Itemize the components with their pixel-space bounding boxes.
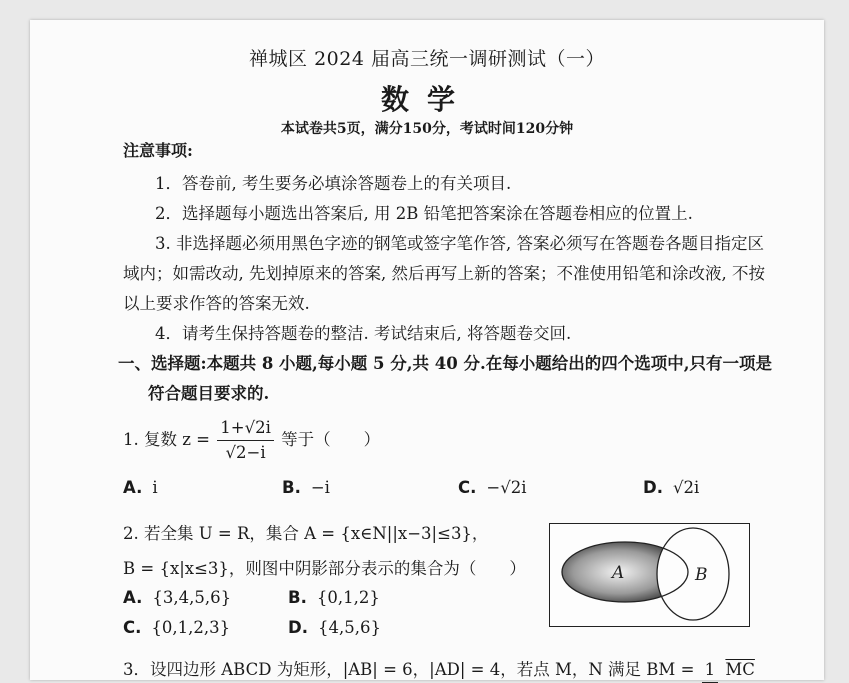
q2-option-b: [288, 588, 380, 607]
q1-numerator: 1+√2i: [217, 416, 274, 441]
option-letter: C.: [123, 618, 142, 637]
option-letter: B.: [282, 478, 301, 497]
option-text: {0,1,2,3}: [151, 618, 231, 637]
option-text: i: [152, 478, 158, 497]
notice-item-1: 1．答卷前, 考生要务必填涂答题卷上的有关项目.: [155, 174, 512, 193]
q3-text: 3．设四边形 ABCD 为矩形，|AB| = 6，|AD| = 4，若点 M，N 满足 BM =: [123, 660, 700, 679]
q3-fraction: [702, 658, 719, 683]
set-b-circle: [657, 528, 729, 620]
option-letter: A.: [123, 478, 143, 497]
notice-item-3-end: 以上要求作答的答案无效.: [123, 294, 310, 313]
q2-option-c: [123, 618, 230, 637]
notice-item-2: 2．选择题每小题选出答案后, 用 2B 铅笔把答案涂在答题卷相应的位置上.: [155, 204, 693, 223]
venn-diagram: [549, 523, 750, 627]
exam-title: 禅城区 2024 届高三统一调研测试（一）: [249, 48, 605, 70]
option-text: −i: [310, 478, 330, 497]
option-text: {0,1,2}: [316, 588, 380, 607]
notice-item-4: 4．请考生保持答题卷的整洁. 考试结束后, 将答题卷交回.: [155, 324, 572, 343]
q1-denominator: √2−i: [225, 443, 266, 462]
option-text: √2i: [672, 478, 700, 497]
venn-label-a: A: [612, 563, 625, 583]
section-heading: 一、选择题:本题共 8 小题,每小题 5 分,共 40 分.在每小题给出的四个选项中,只有一项是: [118, 354, 772, 373]
option-text: −√2i: [486, 478, 527, 497]
notice-heading: 注意事项:: [123, 141, 193, 160]
q1-option-c: [458, 478, 527, 497]
section-heading-cont: 符合题目要求的.: [148, 384, 270, 403]
exam-page: [30, 20, 824, 680]
option-text: {4,5,6}: [317, 618, 381, 637]
q1-option-d: [643, 478, 699, 497]
option-letter: B.: [288, 588, 307, 607]
question-2-line2: B = {x|x≤3}，则图中阴影部分表示的集合为（ ）: [123, 559, 526, 578]
q1-fraction: [217, 416, 274, 465]
notice-item-3-cont: 域内；如需改动, 先划掉原来的答案, 然后再写上新的答案；不准使用铅笔和涂改液, 不按: [123, 264, 765, 283]
q3-vector: $\overline{MC}$: [725, 660, 755, 679]
q2-option-a: [123, 588, 231, 607]
question-1: [123, 416, 380, 465]
option-text: {3,4,5,6}: [152, 588, 232, 607]
option-letter: A.: [123, 588, 143, 607]
option-letter: D.: [288, 618, 308, 637]
venn-label-b: B: [695, 565, 708, 585]
q3-frac-num: 1: [702, 658, 719, 683]
question-2-line1: 2. 若全集 U = R，集合 A = {x∈N||x−3|≤3}，: [123, 524, 489, 543]
option-letter: D.: [643, 478, 663, 497]
q2-option-d: [288, 618, 381, 637]
exam-subtitle: 本试卷共5页，满分150分，考试时间120分钟: [280, 121, 574, 137]
q1-option-b: [282, 478, 330, 497]
option-letter: C.: [458, 478, 477, 497]
q1-option-a: [123, 478, 158, 497]
venn-svg: [550, 524, 749, 626]
q1-prefix: 1. 复数 z =: [123, 430, 210, 449]
notice-item-3: 3. 非选择题必须用黑色字迹的钢笔或签字笔作答, 答案必须写在答题卷各题目指定区: [155, 234, 764, 253]
q1-suffix: 等于（ ）: [281, 430, 381, 449]
subject-title: 数学: [380, 83, 473, 116]
